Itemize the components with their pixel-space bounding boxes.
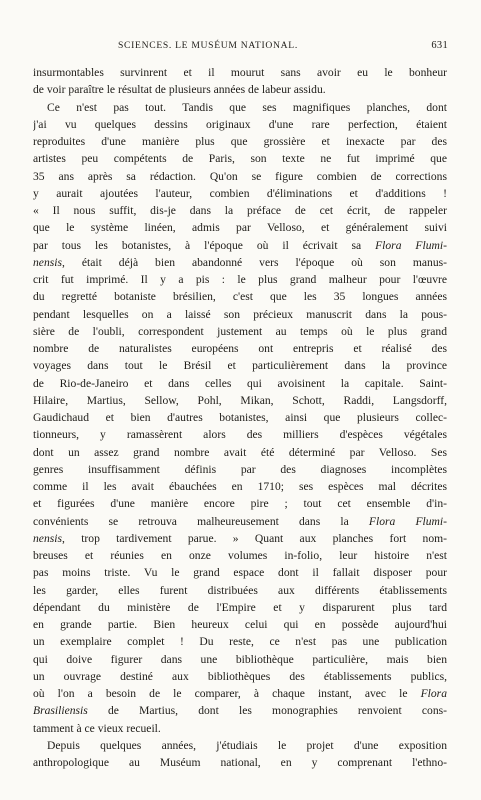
text-line: Depuis quelques années, j'étudiais le projet d'une exposition xyxy=(47,738,447,752)
text-line: Brasiliensis de Martius, dont les monographies renvoient cons- xyxy=(33,704,447,718)
running-header xyxy=(33,40,448,56)
text-line: de voir paraître le résultat de plusieurs années de labeur assidu. xyxy=(33,83,326,97)
text-line: qui doive figurer dans une bibliothèque particulière, mais bien xyxy=(33,652,447,666)
text-line: anthropologique au Muséum national, en y comprenant l'ethno- xyxy=(33,756,447,769)
text-line: de Rio-de-Janeiro et dans celles qui avoisinent la capitale. Saint- xyxy=(33,376,447,390)
text-line: dépendant du ministère de l'Empire et y disparurent plus tard xyxy=(33,600,447,614)
text-line: y aurait ajoutées l'auteur, combien d'éliminations et d'additions ! xyxy=(33,186,447,200)
text-line: Gaudichaud et bien d'autres botanistes, ainsi que plusieurs collec- xyxy=(33,411,447,424)
text-line: 35 ans après sa rédaction. Qu'on se figure combien de corrections xyxy=(33,169,447,183)
text-line: par tous les botanistes, à l'époque où il écrivait sa Flora Flumi- xyxy=(33,238,447,252)
text-line: nombre de naturalistes européens ont entrepris et réalisé des xyxy=(33,342,447,355)
text-line: insurmontables survinrent et il mourut sans avoir eu le bonheur xyxy=(33,66,447,79)
text-line: que le système linéen, admis par Velloso, et généralement suivi xyxy=(33,221,447,235)
text-line: et figurées d'une manière encore pire ; tout cet ensemble d'in- xyxy=(33,497,447,511)
text-line: nensis, était déjà bien abandonné vers l'époque où son manus- xyxy=(33,255,447,269)
text-line: tamment à ce vieux recueil. xyxy=(33,721,161,735)
text-line: reproduites d'une manière plus que grossière et inexacte par des xyxy=(33,135,447,148)
text-line: un exemplaire complet ! Du reste, ce n'est pas une publication xyxy=(33,635,447,649)
text-line: en grande partie. Bien heureux celui qui en possède aujourd'hui xyxy=(33,618,447,631)
running-title: SCIENCES. LE MUSÉUM NATIONAL. xyxy=(118,40,298,51)
text-line: tionneurs, y ramassèrent alors des milliers d'espèces végétales xyxy=(33,428,447,442)
text-line: Hilaire, Martius, Sellow, Pohl, Mikan, Schott, Raddi, Langsdorff, xyxy=(33,393,447,407)
text-line: pendant lesquelles on a laissé son précieux manuscrit dans la pous- xyxy=(33,307,447,321)
text-line: genres insuffisamment définis par des diagnoses incomplètes xyxy=(33,462,447,476)
text-line: où l'on a besoin de le comparer, à chaque instant, avec le Flora xyxy=(33,687,447,700)
text-line: nensis, trop tardivement parue. » Quant aux planches fort nom- xyxy=(33,531,447,545)
text-line: du regretté botaniste brésilien, c'est que les 35 longues années xyxy=(33,290,447,304)
text-line: pas moins triste. Vu le grand espace dont il fallait disposer pour xyxy=(33,566,447,580)
text-line: artistes peu compétents de Paris, son texte ne fut imprimé que xyxy=(33,152,447,166)
text-line: comme il les avait ébauchées en 1710; ses espèces mal décrites xyxy=(33,480,447,493)
text-line: breuses et réunies en onze volumes in-folio, leur histoire n'est xyxy=(33,549,447,562)
body-text xyxy=(33,64,447,771)
text-line: « Il nous suffit, dis-je dans la préface de cet écrit, de rappeler xyxy=(33,204,447,217)
text-line: sière de l'oubli, correspondent justement au temps où le plus grand xyxy=(33,324,447,338)
text-line: les garder, elles furent distribuées aux différents établissements xyxy=(33,583,447,597)
text-line: dont un assez grand nombre avait été déterminé par Velloso. Ses xyxy=(33,445,447,459)
text-line: crit fut imprimé. Il y a pis : le plus grand malheur pour l'œuvre xyxy=(33,273,447,286)
text-line: j'ai vu quelques dessins originaux d'une rare perfection, étaient xyxy=(33,117,447,131)
text-line: voyages dans tout le Brésil et particulièrement dans la province xyxy=(33,359,447,373)
text-line: convénients se retrouva malheureusement dans la Flora Flumi- xyxy=(33,514,447,528)
text-line: un ouvrage destiné aux bibliothèques des établissements publics, xyxy=(33,669,447,683)
page-number: 631 xyxy=(431,40,448,51)
text-line: Ce n'est pas tout. Tandis que ses magnifiques planches, dont xyxy=(47,100,447,114)
